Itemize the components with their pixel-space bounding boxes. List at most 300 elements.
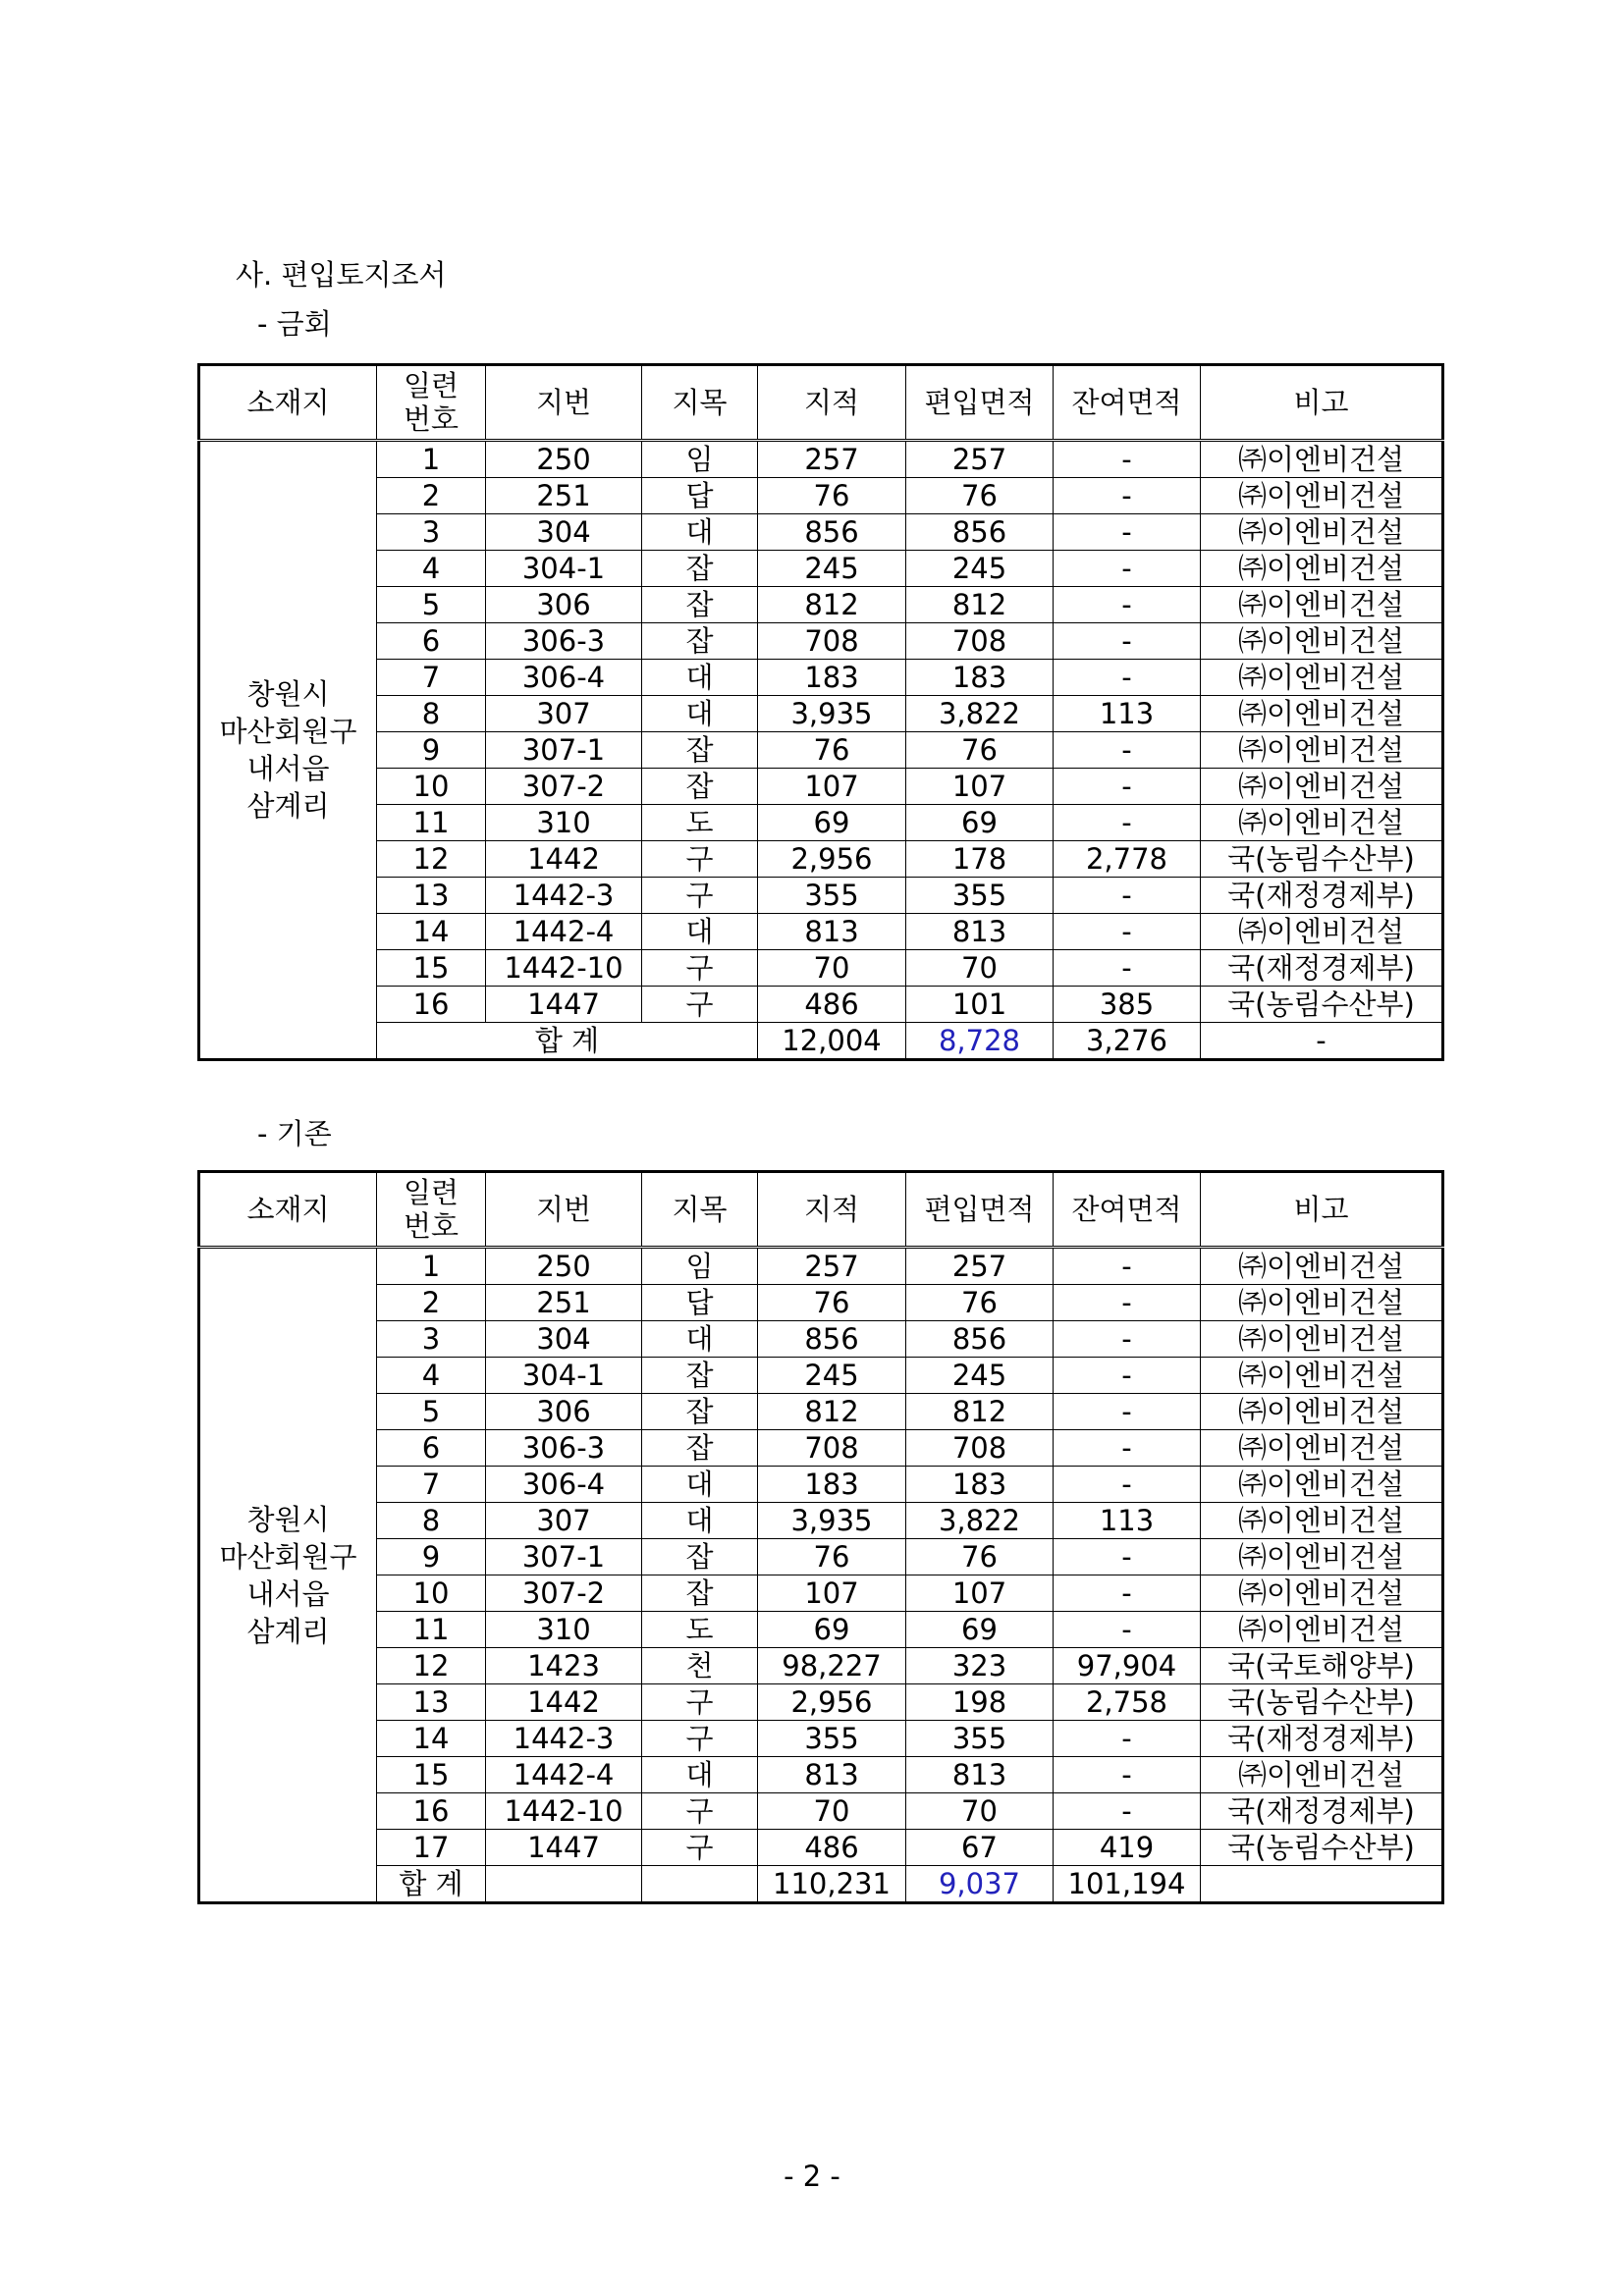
area-cell: 76 [758, 732, 906, 769]
table-row [199, 1321, 1443, 1358]
incorporated-area-cell: 813 [906, 914, 1054, 950]
area-cell: 813 [758, 1757, 906, 1793]
serial-cell: 5 [377, 1394, 486, 1430]
remaining-area-cell: - [1054, 769, 1201, 805]
table-row [199, 769, 1443, 805]
remarks-cell: ㈜이엔비건설 [1201, 805, 1443, 841]
area-cell: 3,935 [758, 696, 906, 732]
incorporated-area-cell: 69 [906, 1612, 1054, 1648]
lot-number-cell: 307-2 [486, 1575, 642, 1612]
total-remarks [1201, 1866, 1443, 1903]
serial-cell: 7 [377, 660, 486, 696]
remarks-cell: ㈜이엔비건설 [1201, 1503, 1443, 1539]
table-row [199, 1248, 1443, 1285]
header-serial-line1: 일련 [403, 369, 460, 402]
lot-number-cell: 306-3 [486, 1430, 642, 1467]
land-category-cell: 대 [642, 1757, 758, 1793]
lot-number-cell: 306 [486, 1394, 642, 1430]
remaining-area-cell: - [1054, 551, 1201, 587]
land-category-cell: 잡 [642, 732, 758, 769]
remaining-area-cell: - [1054, 514, 1201, 551]
serial-cell: 9 [377, 732, 486, 769]
incorporated-area-cell: 107 [906, 1575, 1054, 1612]
area-cell: 69 [758, 1612, 906, 1648]
subsection-previous-title: - 기존 [257, 1117, 332, 1150]
remaining-area-cell: - [1054, 1285, 1201, 1321]
remaining-area-cell: - [1054, 1793, 1201, 1830]
incorporated-area-cell: 245 [906, 1358, 1054, 1394]
remaining-area-cell: - [1054, 660, 1201, 696]
incorporated-area-cell: 245 [906, 551, 1054, 587]
remaining-area-cell: - [1054, 478, 1201, 514]
incorporated-area-cell: 323 [906, 1648, 1054, 1684]
area-cell: 69 [758, 805, 906, 841]
remarks-cell: 국(재정경제부) [1201, 1793, 1443, 1830]
lot-number-cell: 1442-3 [486, 878, 642, 914]
total-label: 합 계 [377, 1023, 758, 1060]
lot-number-cell: 1447 [486, 987, 642, 1023]
total-row [199, 1023, 1443, 1060]
remaining-area-cell: 419 [1054, 1830, 1201, 1866]
land-category-cell: 대 [642, 660, 758, 696]
section-title: 사. 편입토지조서 [236, 258, 447, 292]
remarks-cell: ㈜이엔비건설 [1201, 1467, 1443, 1503]
remarks-cell: ㈜이엔비건설 [1201, 1285, 1443, 1321]
table-row [199, 1757, 1443, 1793]
incorporated-area-cell: 257 [906, 441, 1054, 478]
header-remarks: 비고 [1201, 1172, 1443, 1248]
total-area: 12,004 [758, 1023, 906, 1060]
serial-cell: 16 [377, 987, 486, 1023]
land-category-cell: 천 [642, 1648, 758, 1684]
serial-cell: 5 [377, 587, 486, 623]
incorporated-area-cell: 76 [906, 1285, 1054, 1321]
remarks-cell: ㈜이엔비건설 [1201, 1321, 1443, 1358]
incorporated-area-cell: 183 [906, 660, 1054, 696]
total-remaining-area: 101,194 [1054, 1866, 1201, 1903]
area-cell: 245 [758, 551, 906, 587]
table-row [199, 1394, 1443, 1430]
total-label: 합 계 [377, 1866, 486, 1903]
incorporated-area-cell: 107 [906, 769, 1054, 805]
table-row [199, 514, 1443, 551]
incorporated-area-cell: 67 [906, 1830, 1054, 1866]
incorporated-area-cell: 355 [906, 878, 1054, 914]
lot-number-cell: 251 [486, 1285, 642, 1321]
incorporated-area-cell: 198 [906, 1684, 1054, 1721]
header-area: 지적 [758, 365, 906, 441]
area-cell: 355 [758, 878, 906, 914]
remaining-area-cell: - [1054, 1358, 1201, 1394]
lot-number-cell: 306-4 [486, 1467, 642, 1503]
serial-cell: 15 [377, 1757, 486, 1793]
location-line3: 내서읍 [246, 752, 330, 785]
lot-number-cell: 1423 [486, 1648, 642, 1684]
area-cell: 257 [758, 441, 906, 478]
land-category-cell: 대 [642, 1467, 758, 1503]
current-land-table [197, 363, 1444, 1061]
land-category-cell: 답 [642, 1285, 758, 1321]
remaining-area-cell: - [1054, 1757, 1201, 1793]
serial-cell: 7 [377, 1467, 486, 1503]
header-location: 소재지 [199, 1172, 377, 1248]
remarks-cell: 국(농림수산부) [1201, 987, 1443, 1023]
area-cell: 76 [758, 1285, 906, 1321]
area-cell: 856 [758, 1321, 906, 1358]
remarks-cell: 국(농림수산부) [1201, 1830, 1443, 1866]
serial-cell: 11 [377, 805, 486, 841]
remarks-cell: ㈜이엔비건설 [1201, 1358, 1443, 1394]
land-category-cell: 답 [642, 478, 758, 514]
table-row [199, 1539, 1443, 1575]
header-area: 지적 [758, 1172, 906, 1248]
header-land-category: 지목 [642, 365, 758, 441]
lot-number-cell: 307-1 [486, 1539, 642, 1575]
table-row [199, 478, 1443, 514]
lot-number-cell: 1447 [486, 1830, 642, 1866]
serial-cell: 2 [377, 1285, 486, 1321]
serial-cell: 13 [377, 1684, 486, 1721]
remarks-cell: ㈜이엔비건설 [1201, 1248, 1443, 1285]
lot-number-cell: 304 [486, 1321, 642, 1358]
serial-cell: 12 [377, 841, 486, 878]
table-row [199, 1467, 1443, 1503]
area-cell: 708 [758, 1430, 906, 1467]
serial-cell: 1 [377, 441, 486, 478]
lot-number-cell: 310 [486, 1612, 642, 1648]
remaining-area-cell: - [1054, 623, 1201, 660]
land-category-cell: 잡 [642, 1394, 758, 1430]
serial-cell: 4 [377, 1358, 486, 1394]
table-row [199, 1830, 1443, 1866]
area-cell: 486 [758, 987, 906, 1023]
serial-cell: 8 [377, 696, 486, 732]
header-serial-line2: 번호 [403, 402, 460, 436]
land-category-cell: 잡 [642, 1539, 758, 1575]
lot-number-cell: 307 [486, 1503, 642, 1539]
total-incorporated-area: 8,728 [906, 1023, 1054, 1060]
location-line1: 창원시 [246, 677, 330, 711]
area-cell: 183 [758, 1467, 906, 1503]
table-row [199, 441, 1443, 478]
remaining-area-cell: - [1054, 1575, 1201, 1612]
header-location: 소재지 [199, 365, 377, 441]
table-row [199, 1648, 1443, 1684]
remarks-cell: 국(재정경제부) [1201, 950, 1443, 987]
serial-cell: 9 [377, 1539, 486, 1575]
lot-number-cell: 1442-4 [486, 1757, 642, 1793]
remarks-cell: ㈜이엔비건설 [1201, 1612, 1443, 1648]
serial-cell: 13 [377, 878, 486, 914]
area-cell: 708 [758, 623, 906, 660]
table-row [199, 1684, 1443, 1721]
area-cell: 257 [758, 1248, 906, 1285]
area-cell: 70 [758, 950, 906, 987]
serial-cell: 3 [377, 1321, 486, 1358]
header-serial [377, 365, 486, 441]
header-incorporated-area: 편입면적 [906, 365, 1054, 441]
incorporated-area-cell: 812 [906, 587, 1054, 623]
table-row [199, 660, 1443, 696]
serial-cell: 14 [377, 914, 486, 950]
area-cell: 2,956 [758, 841, 906, 878]
remaining-area-cell: - [1054, 950, 1201, 987]
land-category-cell: 구 [642, 1830, 758, 1866]
lot-number-cell: 250 [486, 1248, 642, 1285]
area-cell: 245 [758, 1358, 906, 1394]
land-category-cell: 잡 [642, 1575, 758, 1612]
land-category-cell: 대 [642, 1321, 758, 1358]
land-category-cell: 구 [642, 987, 758, 1023]
incorporated-area-cell: 76 [906, 732, 1054, 769]
remaining-area-cell: 2,758 [1054, 1684, 1201, 1721]
serial-cell: 6 [377, 623, 486, 660]
land-category-cell: 구 [642, 1684, 758, 1721]
incorporated-area-cell: 70 [906, 950, 1054, 987]
lot-number-cell: 304 [486, 514, 642, 551]
incorporated-area-cell: 3,822 [906, 696, 1054, 732]
land-category-cell: 구 [642, 1793, 758, 1830]
table-row [199, 1503, 1443, 1539]
serial-cell: 14 [377, 1721, 486, 1757]
incorporated-area-cell: 257 [906, 1248, 1054, 1285]
page-number: - 2 - [784, 2160, 840, 2193]
remarks-cell: ㈜이엔비건설 [1201, 660, 1443, 696]
incorporated-area-cell: 856 [906, 1321, 1054, 1358]
remaining-area-cell: 113 [1054, 1503, 1201, 1539]
area-cell: 76 [758, 1539, 906, 1575]
remaining-area-cell: - [1054, 878, 1201, 914]
land-category-cell: 대 [642, 514, 758, 551]
table-row [199, 805, 1443, 841]
table-header-row [199, 365, 1443, 441]
lot-number-cell: 1442-3 [486, 1721, 642, 1757]
land-category-cell: 구 [642, 1721, 758, 1757]
location-line3: 내서읍 [246, 1576, 330, 1611]
table-row [199, 950, 1443, 987]
incorporated-area-cell: 856 [906, 514, 1054, 551]
table-row [199, 841, 1443, 878]
lot-number-cell: 307-2 [486, 769, 642, 805]
remarks-cell: ㈜이엔비건설 [1201, 587, 1443, 623]
table-row [199, 587, 1443, 623]
lot-number-cell: 250 [486, 441, 642, 478]
area-cell: 812 [758, 1394, 906, 1430]
area-cell: 813 [758, 914, 906, 950]
land-category-cell: 잡 [642, 587, 758, 623]
total-incorporated-area: 9,037 [906, 1866, 1054, 1903]
table-row [199, 1721, 1443, 1757]
incorporated-area-cell: 183 [906, 1467, 1054, 1503]
lot-number-cell: 304-1 [486, 551, 642, 587]
incorporated-area-cell: 76 [906, 478, 1054, 514]
header-remaining-area: 잔여면적 [1054, 1172, 1201, 1248]
header-incorporated-area: 편입면적 [906, 1172, 1054, 1248]
area-cell: 76 [758, 478, 906, 514]
table-row [199, 1430, 1443, 1467]
land-category-cell: 구 [642, 950, 758, 987]
remaining-area-cell: - [1054, 732, 1201, 769]
land-category-cell: 잡 [642, 551, 758, 587]
remaining-area-cell: - [1054, 1612, 1201, 1648]
serial-cell: 11 [377, 1612, 486, 1648]
land-category-cell: 잡 [642, 1358, 758, 1394]
location-line4: 삼계리 [246, 789, 330, 823]
header-serial-line1: 일련 [403, 1176, 460, 1209]
table-row [199, 987, 1443, 1023]
serial-cell: 3 [377, 514, 486, 551]
remarks-cell: ㈜이엔비건설 [1201, 1394, 1443, 1430]
remaining-area-cell: - [1054, 1248, 1201, 1285]
remaining-area-cell: - [1054, 1721, 1201, 1757]
subsection-current-title: - 금회 [257, 307, 332, 341]
remarks-cell: ㈜이엔비건설 [1201, 914, 1443, 950]
location-cell [199, 441, 377, 1060]
table-row [199, 1285, 1443, 1321]
remaining-area-cell: - [1054, 587, 1201, 623]
header-serial-line2: 번호 [403, 1209, 460, 1243]
remaining-area-cell: 2,778 [1054, 841, 1201, 878]
header-lot-number: 지번 [486, 1172, 642, 1248]
land-category-cell: 잡 [642, 1430, 758, 1467]
remarks-cell: 국(농림수산부) [1201, 841, 1443, 878]
remarks-cell: ㈜이엔비건설 [1201, 551, 1443, 587]
lot-number-cell: 1442-4 [486, 914, 642, 950]
lot-number-cell: 304-1 [486, 1358, 642, 1394]
remaining-area-cell: 385 [1054, 987, 1201, 1023]
land-category-cell: 도 [642, 805, 758, 841]
land-category-cell: 임 [642, 1248, 758, 1285]
remaining-area-cell: 97,904 [1054, 1648, 1201, 1684]
area-cell: 2,956 [758, 1684, 906, 1721]
table-row [199, 1358, 1443, 1394]
remarks-cell: 국(국토해양부) [1201, 1648, 1443, 1684]
land-category-cell: 구 [642, 878, 758, 914]
lot-number-cell: 251 [486, 478, 642, 514]
table-row [199, 732, 1443, 769]
serial-cell: 1 [377, 1248, 486, 1285]
land-category-cell: 임 [642, 441, 758, 478]
incorporated-area-cell: 101 [906, 987, 1054, 1023]
total-area: 110,231 [758, 1866, 906, 1903]
serial-cell: 15 [377, 950, 486, 987]
area-cell: 355 [758, 1721, 906, 1757]
lot-number-cell: 307 [486, 696, 642, 732]
serial-cell: 4 [377, 551, 486, 587]
location-line1: 창원시 [246, 1502, 330, 1536]
land-category-cell: 잡 [642, 623, 758, 660]
lot-number-cell: 306 [486, 587, 642, 623]
previous-land-table [197, 1170, 1444, 1904]
location-line4: 삼계리 [246, 1614, 330, 1648]
header-remaining-area: 잔여면적 [1054, 365, 1201, 441]
remaining-area-cell: - [1054, 914, 1201, 950]
serial-cell: 17 [377, 1830, 486, 1866]
area-cell: 3,935 [758, 1503, 906, 1539]
header-remarks: 비고 [1201, 365, 1443, 441]
area-cell: 856 [758, 514, 906, 551]
table-row [199, 878, 1443, 914]
remarks-cell: ㈜이엔비건설 [1201, 732, 1443, 769]
total-remaining-area: 3,276 [1054, 1023, 1201, 1060]
incorporated-area-cell: 76 [906, 1539, 1054, 1575]
header-land-category: 지목 [642, 1172, 758, 1248]
serial-cell: 10 [377, 769, 486, 805]
serial-cell: 12 [377, 1648, 486, 1684]
table-row [199, 1793, 1443, 1830]
area-cell: 107 [758, 769, 906, 805]
remarks-cell: ㈜이엔비건설 [1201, 441, 1443, 478]
remarks-cell: ㈜이엔비건설 [1201, 514, 1443, 551]
total-remarks: - [1201, 1023, 1443, 1060]
remarks-cell: 국(재정경제부) [1201, 878, 1443, 914]
table-row [199, 1612, 1443, 1648]
remaining-area-cell: - [1054, 1321, 1201, 1358]
lot-number-cell: 1442-10 [486, 1793, 642, 1830]
land-category-cell: 도 [642, 1612, 758, 1648]
table-row [199, 1575, 1443, 1612]
serial-cell: 16 [377, 1793, 486, 1830]
location-cell [199, 1248, 377, 1903]
incorporated-area-cell: 813 [906, 1757, 1054, 1793]
area-cell: 98,227 [758, 1648, 906, 1684]
area-cell: 812 [758, 587, 906, 623]
header-serial [377, 1172, 486, 1248]
remaining-area-cell: - [1054, 1394, 1201, 1430]
total-empty-category [642, 1866, 758, 1903]
remaining-area-cell: - [1054, 1539, 1201, 1575]
lot-number-cell: 1442 [486, 841, 642, 878]
serial-cell: 10 [377, 1575, 486, 1612]
table-row [199, 551, 1443, 587]
remarks-cell: ㈜이엔비건설 [1201, 1757, 1443, 1793]
land-category-cell: 대 [642, 914, 758, 950]
incorporated-area-cell: 3,822 [906, 1503, 1054, 1539]
area-cell: 183 [758, 660, 906, 696]
remarks-cell: ㈜이엔비건설 [1201, 623, 1443, 660]
lot-number-cell: 1442 [486, 1684, 642, 1721]
total-empty-lot [486, 1866, 642, 1903]
lot-number-cell: 310 [486, 805, 642, 841]
location-line2: 마산회원구 [219, 715, 357, 748]
lot-number-cell: 306-3 [486, 623, 642, 660]
area-cell: 70 [758, 1793, 906, 1830]
remarks-cell: ㈜이엔비건설 [1201, 696, 1443, 732]
land-category-cell: 대 [642, 1503, 758, 1539]
incorporated-area-cell: 70 [906, 1793, 1054, 1830]
remaining-area-cell: - [1054, 441, 1201, 478]
area-cell: 107 [758, 1575, 906, 1612]
remarks-cell: ㈜이엔비건설 [1201, 1575, 1443, 1612]
remaining-area-cell: - [1054, 805, 1201, 841]
remaining-area-cell: 113 [1054, 696, 1201, 732]
remarks-cell: ㈜이엔비건설 [1201, 478, 1443, 514]
lot-number-cell: 306-4 [486, 660, 642, 696]
land-category-cell: 대 [642, 696, 758, 732]
total-row [199, 1866, 1443, 1903]
land-category-cell: 구 [642, 841, 758, 878]
remarks-cell: ㈜이엔비건설 [1201, 1539, 1443, 1575]
table-row [199, 914, 1443, 950]
remaining-area-cell: - [1054, 1467, 1201, 1503]
incorporated-area-cell: 812 [906, 1394, 1054, 1430]
incorporated-area-cell: 708 [906, 623, 1054, 660]
lot-number-cell: 307-1 [486, 732, 642, 769]
remarks-cell: ㈜이엔비건설 [1201, 769, 1443, 805]
table-row [199, 623, 1443, 660]
remarks-cell: 국(농림수산부) [1201, 1684, 1443, 1721]
incorporated-area-cell: 178 [906, 841, 1054, 878]
